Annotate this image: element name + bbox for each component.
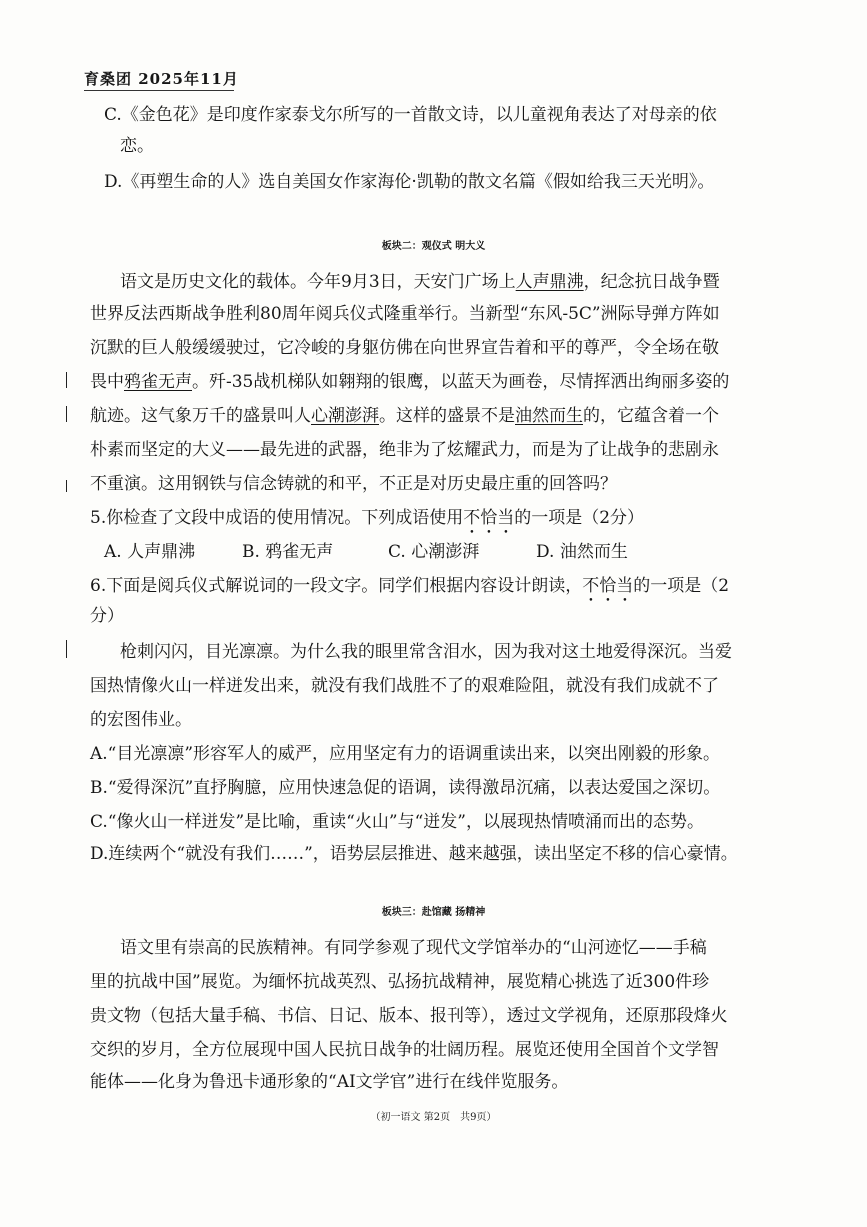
q5-option-a: A. 人声鼎沸 <box>104 542 196 562</box>
q6-option-a: A.“目光凛凛”形容军人的威严，应用坚定有力的语调重读出来，以突出刚毅的形象。 <box>90 744 721 764</box>
section-3-line-5: 能体——化身为鲁迅卡通形象的“AI文学官”进行在线伴览服务。 <box>90 1072 569 1092</box>
header-rule <box>84 90 234 91</box>
idiom-xinchaopengpai: 心潮澎湃 <box>311 406 379 426</box>
passage-text: ，纪念抗日战争暨 <box>583 272 720 292</box>
idiom-renshengdingfei: 人声鼎沸 <box>515 272 584 292</box>
question-text: 6.下面是阅兵仪式解说词的一段文字。同学们根据内容设计朗读， <box>90 576 583 596</box>
q6-option-d: D.连续两个“就没有我们……”，语势层层推进、越来越强，读出坚定不移的信心豪情。 <box>90 844 738 864</box>
idiom-youranersheng: 油然而生 <box>515 406 583 426</box>
question-text: 5.你检查了文段中成语的使用情况。下列成语使用 <box>90 508 464 528</box>
passage-text: 。这样的盛景不是 <box>379 406 515 426</box>
passage-text: 的，它蕴含着一个 <box>583 406 719 426</box>
passage-line-1 <box>120 270 720 294</box>
passage-text: 语文是历史文化的载体。今年9月3日，天安门广场上 <box>120 272 516 292</box>
passage-text: 。歼-35战机梯队如翱翔的银鹰，以蓝天为画卷，尽情挥洒出绚丽多姿的 <box>192 372 730 392</box>
option-d-line: D.《再塑生命的人》选自美国女作家海伦·凯勒的散文名篇《假如给我三天光明》。 <box>104 172 715 192</box>
passage-line-2: 世界反法西斯战争胜利80周年阅兵仪式隆重举行。当新型“东风-5C”洲际导弹方阵如 <box>90 304 720 324</box>
question-text: 的一项是（2分） <box>514 508 645 528</box>
q5-option-c: C. 心潮澎湃 <box>388 542 480 562</box>
passage-line-7: 不重演。这用钢铁与信念铸就的和平，不正是对历史最庄重的回答吗？ <box>90 474 617 494</box>
passage-line-3: 沉默的巨人般缓缓驶过，它冷峻的身躯仿佛在向世界宣告着和平的尊严，令全场在敬 <box>90 338 719 358</box>
q6-option-b: B.“爱得深沉”直抒胸臆，应用快速急促的语调，读得激昂沉痛，以表达爱国之深切。 <box>90 778 721 798</box>
q5-option-d: D. 油然而生 <box>536 542 628 562</box>
margin-mark <box>66 406 67 422</box>
section-3-line-2: 里的抗战中国”展览。为缅怀抗战英烈、弘扬抗战精神，展览精心挑选了近300件珍 <box>90 972 710 992</box>
passage-line-6: 朴素而坚定的大义——最先进的武器，绝非为了炫耀武力，而是为了让战争的悲剧永 <box>90 440 719 460</box>
page-footer: （初一语文 第2页 共9页） <box>370 1112 497 1123</box>
quote-line-3: 的宏图伟业。 <box>90 710 192 730</box>
question-5-stem <box>90 506 644 538</box>
q5-option-b: B. 鸦雀无声 <box>242 542 334 562</box>
question-6-stem <box>90 574 729 606</box>
passage-line-5 <box>90 404 719 428</box>
option-c-line-2: 恋。 <box>120 136 154 156</box>
passage-line-4 <box>90 370 729 394</box>
section-3-line-4: 交织的岁月，全方位展现中国人民抗日战争的壮阔历程。展览还使用全国首个文学智 <box>90 1040 719 1060</box>
option-c-line-1: C.《金色花》是印度作家泰戈尔所写的一首散文诗，以儿童视角表达了对母亲的依 <box>104 105 717 125</box>
section-3-line-3: 贵文物（包括大量手稿、书信、日记、版本、报刊等），透过文学视角，还原那段烽火 <box>90 1006 728 1026</box>
quote-line-2: 国热情像火山一样迸发出来，就没有我们战胜不了的艰难险阻，就没有我们成就不了 <box>90 676 719 696</box>
idiom-yaquewusheng: 鸦雀无声 <box>124 372 192 392</box>
section-3-heading: 板块三：赴馆藏 扬精神 <box>381 907 486 918</box>
section-2-heading: 板块二：观仪式 明大义 <box>381 241 486 252</box>
margin-mark <box>66 640 67 658</box>
emphasis-bu-qiadang: 不恰当 <box>463 508 515 528</box>
question-6-stem-cont: 分） <box>90 606 124 626</box>
margin-mark <box>66 372 67 388</box>
page-header: 育桑团 2025年11月 <box>84 70 239 88</box>
passage-text: 航迹。这气象万千的盛景叫人 <box>90 406 311 426</box>
question-text: 的一项是（2 <box>633 576 730 596</box>
margin-mark <box>66 480 67 492</box>
q6-option-c: C.“像火山一样迸发”是比喻，重读“火山”与“迸发”，以展现热情喷涌而出的态势。 <box>90 812 704 832</box>
passage-text: 畏中 <box>90 372 124 392</box>
quote-line-1: 枪刺闪闪，目光凛凛。为什么我的眼里常含泪水，因为我对这土地爱得深沉。当爱 <box>120 642 732 662</box>
emphasis-bu-qiadang: 不恰当 <box>582 576 634 596</box>
section-3-line-1: 语文里有崇高的民族精神。有同学参观了现代文学馆举办的“山河迹忆——手稿 <box>120 938 707 958</box>
